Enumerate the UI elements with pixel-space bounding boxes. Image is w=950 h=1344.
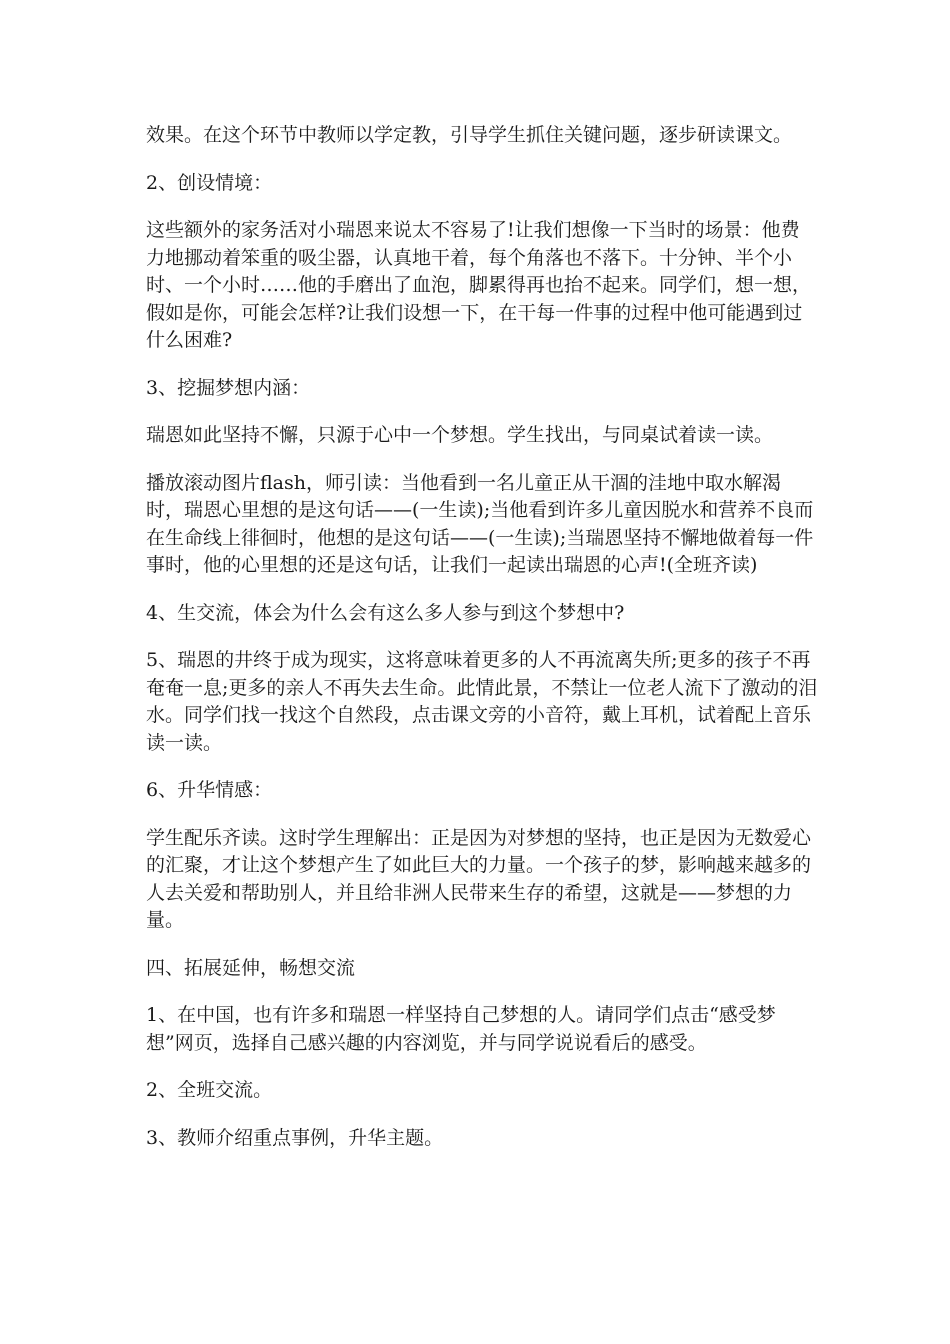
heading-dream-meaning: 3、挖掘梦想内涵： (146, 376, 311, 399)
heading-create-scenario: 2、创设情境： (146, 171, 273, 194)
paragraph-teacher-examples: 3、教师介绍重点事例，升华主题。 (146, 1126, 444, 1149)
paragraph-china-dreams: 1、在中国，也有许多和瑞恩一样坚持自己梦想的人。请同学们点击“感受梦想”网页，选择自己感兴趣的内容浏览，并与同学说说看后的感受。 (146, 1004, 776, 1054)
paragraph-scenario: 这些额外的家务活对小瑞恩来说太不容易了!让我们想像一下当时的场景：他费力地挪动着笨重的吸尘器，认真地干着，每个角落也不落下。十分钟、半个小时、一个小时……他的手磨出了血泡，脚累得再也抬不起来。同学们，想一想，假如是你，可能会怎样?让我们设想一下，在干每一件事的过程中他可能遇到过什么困难? (146, 219, 812, 351)
paragraph-class-exchange: 2、全班交流。 (146, 1079, 273, 1101)
heading-sublimate-emotion: 6、升华情感： (146, 779, 273, 801)
paragraph-well-reality: 5、瑞恩的井终于成为现实，这将意味着更多的人不再流离失所;更多的孩子不再奄奄一息;更多的亲人不再失去生命。此情此景，不禁让一位老人流下了激动的泪水。同学们找一找这个自然段，点击课文旁的小音符，戴上耳机，试着配上音乐读一读。 (146, 649, 818, 754)
paragraph-persistence: 瑞恩如此坚持不懈，只源于心中一个梦想。学生找出，与同桌试着读一读。 (146, 424, 774, 446)
heading-section-four: 四、拓展延伸，畅想交流 (146, 956, 356, 979)
document-body (146, 122, 818, 1172)
heading-student-exchange: 4、生交流，体会为什么会有这么多人参与到这个梦想中? (146, 601, 625, 624)
paragraph-continuation: 效果。在这个环节中教师以学定教，引导学生抓住关键问题，逐步研读课文。 (146, 124, 793, 146)
paragraph-flash-reading: 播放滚动图片flash，师引读：当他看到一名儿童正从干涸的洼地中取水解渴时，瑞恩心里想的是这句话——(一生读);当他看到许多儿童因脱水和营养不良而在生命线上徘徊时，他想的是这句话——(一生读);当瑞恩坚持不懈地做着每一件事时，他的心里想的还是这句话，让我们一起读出瑞恩的心声!(全班齐读) (146, 471, 814, 576)
paragraph-power-of-dream: 学生配乐齐读。这时学生理解出：正是因为对梦想的坚持，也正是因为无数爱心的汇聚，才让这个梦想产生了如此巨大的力量。一个孩子的梦，影响越来越多的人去关爱和帮助别人，并且给非洲人民带来生存的希望，这就是——梦想的力量。 (146, 826, 812, 931)
